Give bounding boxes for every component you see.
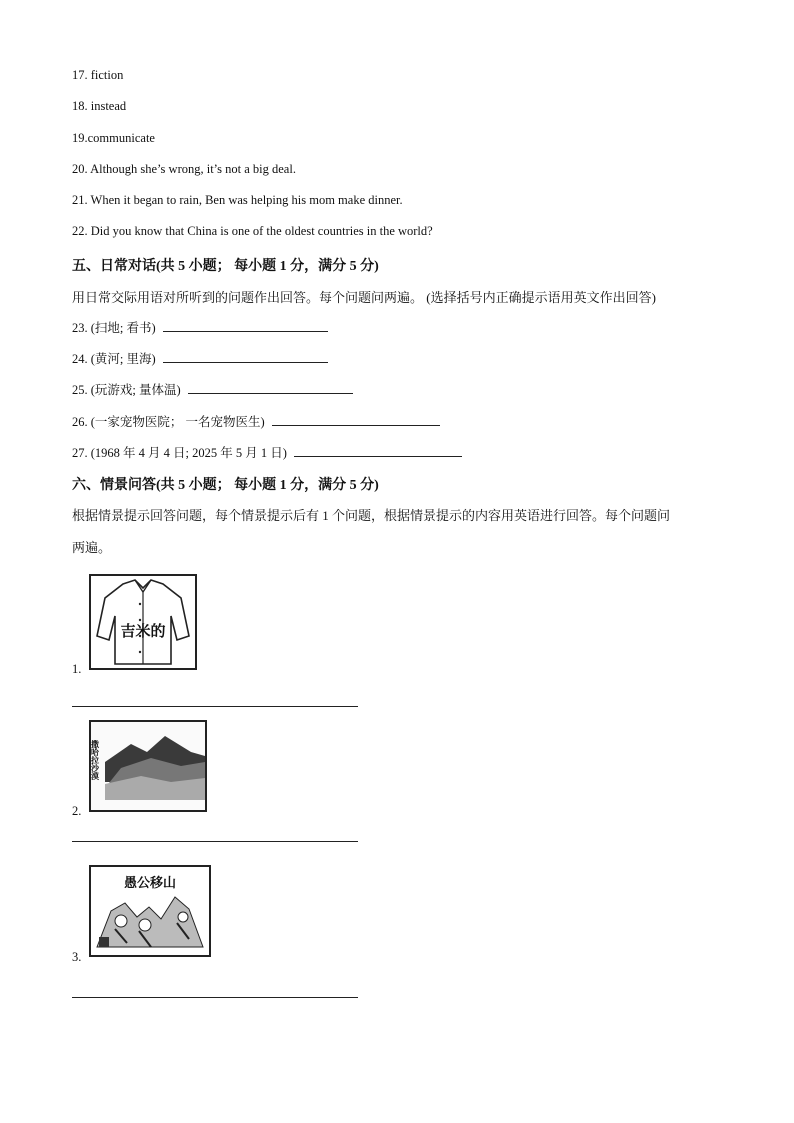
item-text: fiction [90,68,124,82]
answer-line-1[interactable] [72,706,358,707]
vocab-item-17 [72,68,123,83]
item-number: 26. [72,415,88,429]
section6-instruction-line2: 两遍。 [72,540,112,555]
item-text: communicate [87,131,155,145]
sentence-20 [72,162,296,177]
item-number: 19. [72,131,88,145]
item-text: Did you know that China is one of the oldest countries in the world? [90,224,433,238]
item-number: 20. [72,162,88,176]
question-25 [72,380,353,398]
item-number: 25. [72,383,88,397]
section5-title: 五、日常对话(共 5 小题； 每小题 1 分，满分 5 分) [72,259,379,274]
shirt-icon [91,576,195,668]
scene-picture-2 [89,720,207,812]
item-text: instead [90,99,127,113]
question-hint: (一家宠物医院； 一名宠物医生) [90,415,265,429]
section6-instruction-line1: 根据情景提示回答问题，每个情景提示后有 1 个问题，根据情景提示的内容用英语进行回答。每个问题问 [72,508,671,523]
vocab-item-19 [72,131,155,146]
question-23 [72,318,328,336]
answer-blank[interactable] [163,319,328,332]
answer-blank[interactable] [163,350,328,363]
sentence-22 [72,224,433,239]
question-hint: (黄河; 里海) [90,352,156,366]
scene-picture-1 [89,574,197,670]
picture-caption: 愚公移山 [123,876,177,891]
item-number: 23. [72,321,88,335]
section5-instruction: 用日常交际用语对所听到的问题作出回答。每个问题问两遍。 (选择括号内正确提示语用英文作出回答) [72,290,656,305]
sentence-21 [72,193,403,208]
scene-number-3: 3. [72,950,82,964]
scene-picture-3 [89,865,211,957]
item-number: 17. [72,68,88,82]
desert-icon [91,722,205,810]
question-hint: (玩游戏; 量体温) [90,383,181,397]
answer-blank[interactable] [272,413,440,426]
item-text: When it began to rain, Ben was helping his mom make dinner. [90,193,403,207]
picture-caption: 吉米的 [120,622,166,640]
answer-blank[interactable] [188,381,353,394]
question-26 [72,412,440,430]
answer-blank[interactable] [294,444,462,457]
question-24 [72,349,328,367]
mountain-people-icon [91,867,209,955]
question-27 [72,443,462,461]
vocab-item-18 [72,99,126,114]
question-hint: (扫地; 看书) [90,321,156,335]
section6-title: 六、情景问答(共 5 小题； 每小题 1 分，满分 5 分) [72,478,379,493]
item-number: 27. [72,446,88,460]
item-number: 21. [72,193,88,207]
scene-number-1: 1. [72,662,82,676]
item-number: 18. [72,99,88,113]
item-number: 22. [72,224,88,238]
question-hint: (1968 年 4 月 4 日; 2025 年 5 月 1 日) [90,446,287,460]
answer-line-2[interactable] [72,841,358,842]
picture-caption: 撒哈拉沙漠 [91,740,100,780]
item-text: Although she’s wrong, it’s not a big deal. [90,162,296,176]
scene-number-2: 2. [72,804,82,818]
item-number: 24. [72,352,88,366]
answer-line-3[interactable] [72,997,358,998]
